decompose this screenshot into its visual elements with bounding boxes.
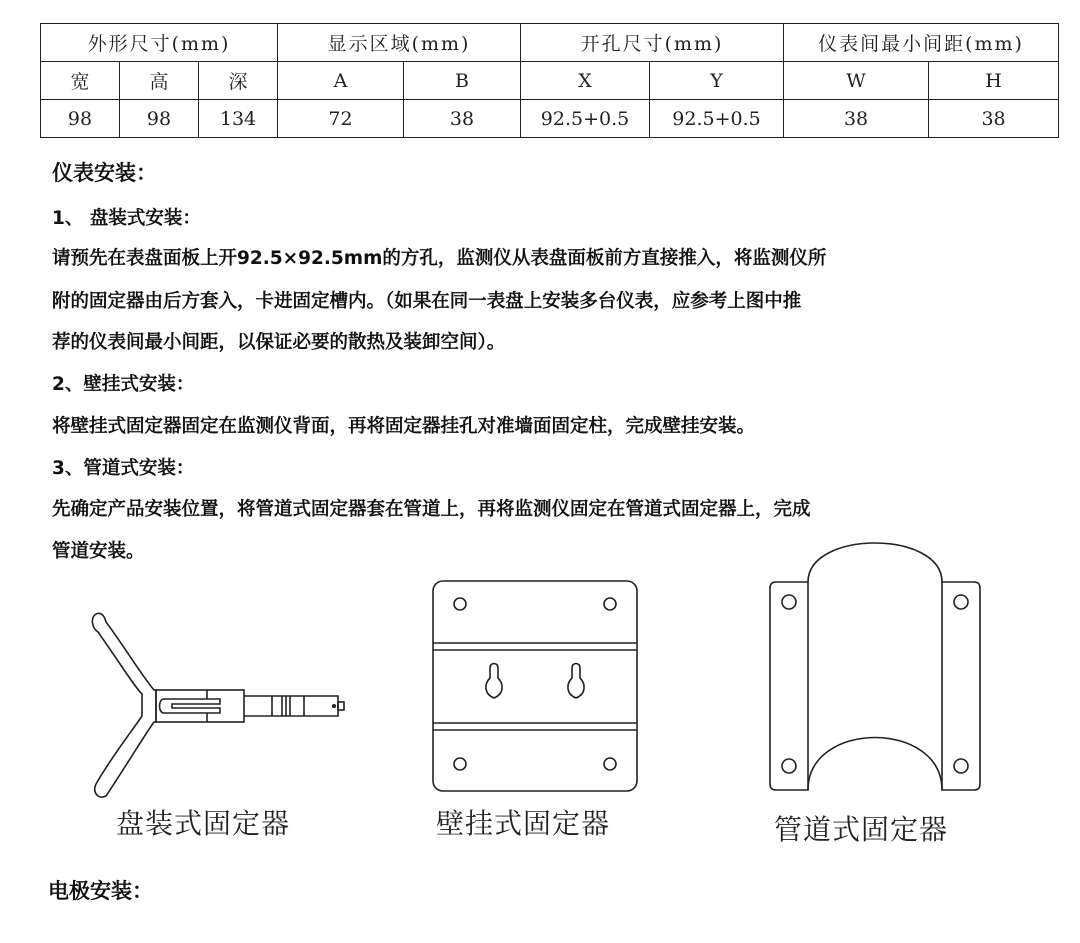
val-height: 98 <box>120 100 199 138</box>
spec-table <box>40 23 1059 138</box>
val-y: 92.5+0.5 <box>650 100 784 138</box>
val-a: 72 <box>278 100 404 138</box>
col-a: A <box>278 62 404 100</box>
table-group-row <box>41 24 1059 62</box>
col-depth: 深 <box>199 62 278 100</box>
pipe-mount-clamp-icon <box>764 534 986 796</box>
table-value-row <box>41 100 1059 138</box>
col-height: 高 <box>120 62 199 100</box>
panel-install-heading: 1、 盘装式安装： <box>52 208 201 229</box>
panel-install-line: 附的固定器由后方套入，卡进固定槽内。（如果在同一表盘上安装多台仪表，应参考上图中推 <box>52 291 802 312</box>
group-min-spacing: 仪表间最小间距(mm) <box>784 24 1059 62</box>
pipe-install-heading: 3、管道式安装： <box>52 458 195 479</box>
val-h: 38 <box>929 100 1059 138</box>
val-x: 92.5+0.5 <box>521 100 650 138</box>
wall-mount-caption: 壁挂式固定器 <box>436 807 611 840</box>
group-outer-size: 外形尺寸(mm) <box>41 24 278 62</box>
col-width: 宽 <box>41 62 120 100</box>
col-b: B <box>404 62 521 100</box>
install-heading: 仪表安装： <box>52 161 157 185</box>
wall-install-heading: 2、壁挂式安装： <box>52 374 195 395</box>
panel-install-line: 请预先在表盘面板上开92.5×92.5mm的方孔，监测仪从表盘面板前方直接推入，将监测仪所 <box>52 248 827 269</box>
pipe-install-line: 先确定产品安装位置，将管道式固定器套在管道上，再将监测仪固定在管道式固定器上，完成 <box>52 499 811 520</box>
val-width: 98 <box>41 100 120 138</box>
table-column-row <box>41 62 1059 100</box>
val-w: 38 <box>784 100 929 138</box>
val-depth: 134 <box>199 100 278 138</box>
panel-install-line: 荐的仪表间最小间距，以保证必要的散热及装卸空间）。 <box>52 332 506 353</box>
pipe-install-line: 管道安装。 <box>52 541 145 562</box>
col-x: X <box>521 62 650 100</box>
electrode-install-heading: 电极安装： <box>48 879 153 903</box>
wall-mount-plate-icon <box>430 578 642 796</box>
val-b: 38 <box>404 100 521 138</box>
group-cutout-size: 开孔尺寸(mm) <box>521 24 784 62</box>
wall-install-line: 将壁挂式固定器固定在监测仪背面，再将固定器挂孔对准墙面固定柱，完成壁挂安装。 <box>52 416 756 437</box>
col-y: Y <box>650 62 784 100</box>
col-w: W <box>784 62 929 100</box>
col-h: H <box>929 62 1059 100</box>
pipe-mount-caption: 管道式固定器 <box>774 813 949 846</box>
panel-mount-bracket-icon <box>82 606 352 806</box>
panel-mount-caption: 盘装式固定器 <box>116 807 291 840</box>
group-display-area: 显示区域(mm) <box>278 24 521 62</box>
